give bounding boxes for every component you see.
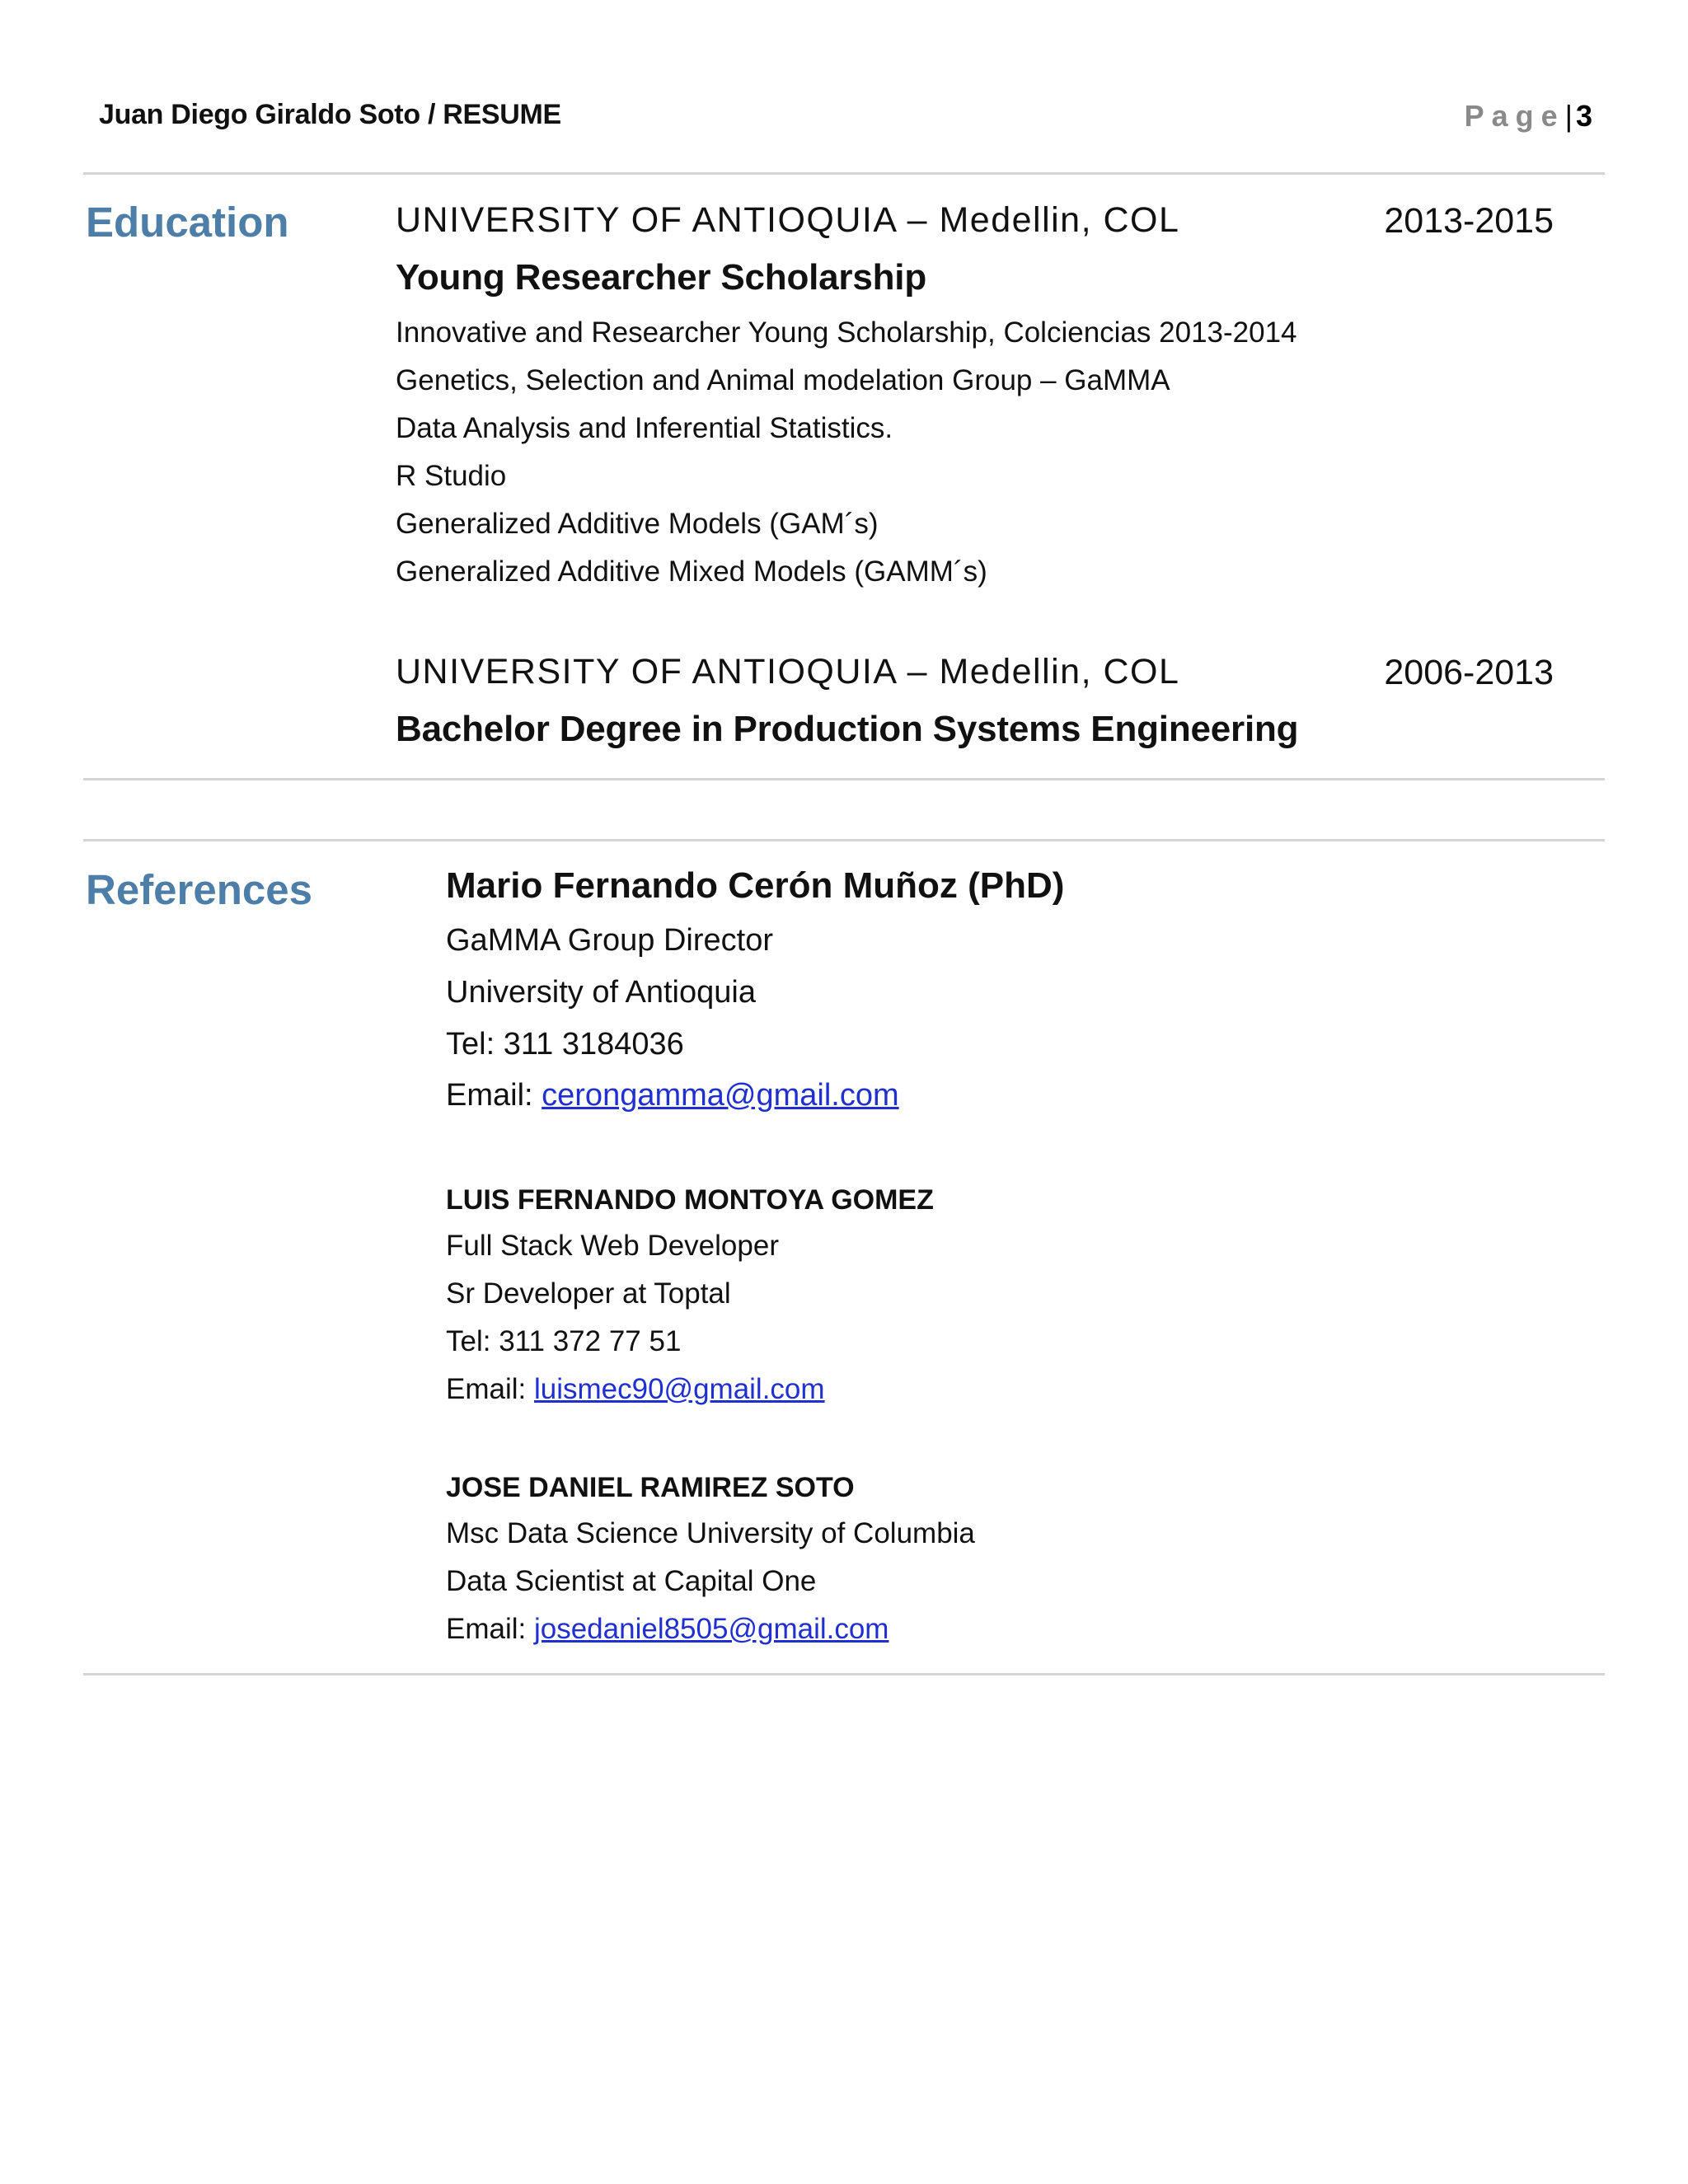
education-institution: UNIVERSITY OF ANTIOQUIA – Medellin, COL [396,200,1180,240]
section-divider [83,839,1605,841]
email-label: Email: [446,1373,534,1405]
reference-detail: University of Antioquia [446,975,756,1010]
education-detail: R Studio [396,460,507,492]
page-separator: | [1564,99,1573,133]
education-detail: Generalized Additive Mixed Models (GAMM´s) [396,555,987,588]
education-detail: Innovative and Researcher Young Scholarship, Colciencias 2013-2014 [396,316,1297,349]
education-detail: Generalized Additive Models (GAM´s) [396,508,879,540]
reference-detail: GaMMA Group Director [446,923,773,958]
reference-email-row [446,1613,889,1646]
header-divider [83,172,1605,175]
email-label: Email: [446,1613,534,1645]
education-degree: Young Researcher Scholarship [396,257,927,298]
email-link[interactable]: josedaniel8505@gmail.com [533,1613,889,1645]
education-institution: UNIVERSITY OF ANTIOQUIA – Medellin, COL [396,652,1180,691]
page-indicator [1465,99,1592,134]
email-link[interactable]: luismec90@gmail.com [533,1373,825,1405]
education-degree: Bachelor Degree in Production Systems Engineering [396,709,1299,749]
email-link[interactable]: cerongamma@gmail.com [542,1078,899,1113]
education-years: 2013-2015 [1384,201,1554,241]
reference-detail: Tel: 311 372 77 51 [446,1325,682,1357]
education-years: 2006-2013 [1384,653,1554,692]
reference-email-row [446,1373,825,1406]
header-name-title: Juan Diego Giraldo Soto / RESUME [99,99,561,130]
section-divider [83,1673,1605,1675]
reference-name: JOSE DANIEL RAMIREZ SOTO [446,1472,855,1503]
reference-detail: Msc Data Science University of Columbia [446,1517,975,1549]
reference-detail: Tel: 311 3184036 [446,1027,684,1062]
page-word: Page [1464,99,1565,133]
section-divider [83,778,1605,780]
education-detail: Genetics, Selection and Animal modelation Group – GaMMA [396,364,1170,396]
reference-detail: Sr Developer at Toptal [446,1277,731,1310]
reference-detail: Data Scientist at Capital One [446,1565,817,1597]
page-number: 3 [1575,99,1592,133]
reference-email-row [446,1078,899,1113]
reference-name: Mario Fernando Cerón Muñoz (PhD) [446,865,1065,906]
reference-detail: Full Stack Web Developer [446,1230,779,1262]
references-heading: References [86,866,312,913]
education-heading: Education [86,199,289,246]
education-detail: Data Analysis and Inferential Statistics. [396,412,893,444]
reference-name: LUIS FERNANDO MONTOYA GOMEZ [446,1184,934,1216]
email-label: Email: [446,1078,542,1113]
